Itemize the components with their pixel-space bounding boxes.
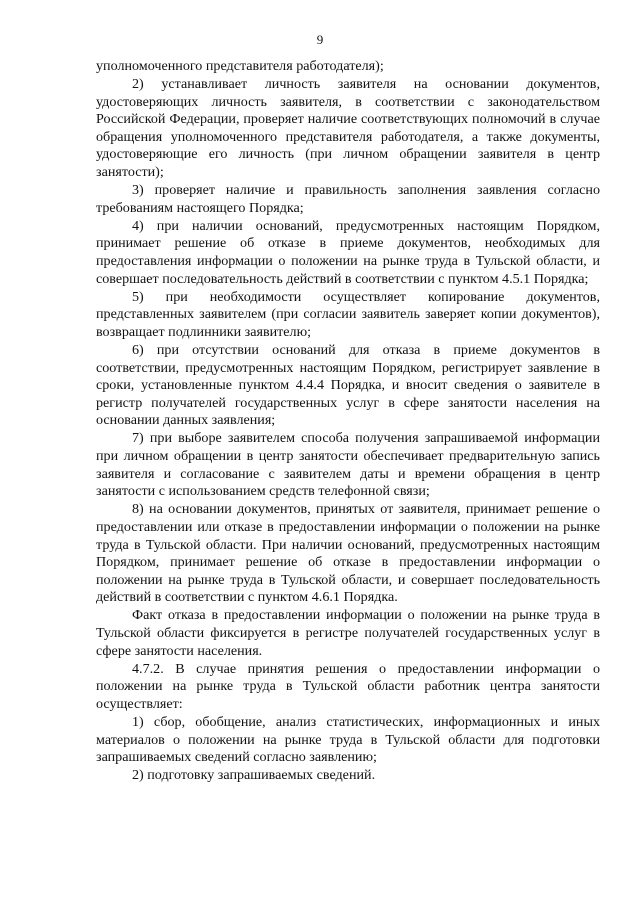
paragraph-subitem-1: 1) сбор, обобщение, анализ статистических, информационных и иных материалов о положении на рынке труда в Тульской области для подготовки запрашиваемых сведений согласно заявлению;: [96, 713, 600, 766]
document-body: [96, 58, 600, 785]
paragraph-item-8: 8) на основании документов, принятых от заявителя, принимает решение о предоставлении или отказе в предоставлении информации о положении на рынке труда в Тульской области. При наличии оснований, предусмотренных настоящим Порядком, принимает решение об отказе в предоставлении информации о положении на рынке труда в Тульской области, и совершает последовательность действий в соответствии с пунктом 4.6.1 Порядка.: [96, 501, 600, 606]
paragraph-section-4-7-2: 4.7.2. В случае принятия решения о предоставлении информации о положении на рынке труда в Тульской области работник центра занятости осуществляет:: [96, 660, 600, 712]
paragraph-continuation: уполномоченного представителя работодателя);: [96, 58, 384, 74]
paragraph-item-6: 6) при отсутствии оснований для отказа в приеме документов в соответствии, предусмотренных настоящим Порядком, регистрирует заявление в сроки, установленные пунктом 4.4.4 Порядка, и вносит сведения о заявителе в регистр получателей государственных услуг в сфере занятости населения на основании данных заявления;: [96, 342, 600, 429]
paragraph-item-2: 2) устанавливает личность заявителя на основании документов, удостоверяющих личность заявителя, в соответствии с законодательством Российской Федерации, проверяет наличие соответствующих полномочий в случае обращения уполномоченного представителя работодателя, а также документы, удостоверяющие его личность (при личном обращении заявителя в центр занятости);: [96, 76, 600, 181]
paragraph-item-4: 4) при наличии оснований, предусмотренных настоящим Порядком, принимает решение об отказе в приеме документов, необходимых для предоставления информации о положении на рынке труда в Тульской области, и совершает последовательность действий в соответствии с пунктом 4.5.1 Порядка;: [96, 217, 600, 287]
paragraph-subitem-2: 2) подготовку запрашиваемых сведений.: [132, 767, 376, 784]
paragraph-item-7: 7) при выборе заявителем способа получения запрашиваемой информации при личном обращении в центр занятости обеспечивает предварительную запись заявителя и согласование с заявителем даты и времени обращения в центр занятости с использованием средств телефонной связи;: [96, 430, 600, 500]
page-number: 9: [316, 32, 324, 47]
paragraph-refusal-fact: Факт отказа в предоставлении информации о положении на рынке труда в Тульской области фиксируется в регистре получателей государственных услуг в сфере занятости населения.: [96, 607, 600, 659]
paragraph-item-5: 5) при необходимости осуществляет копирование документов, представленных заявителем (при согласии заявитель заверяет копии документов), возвращает подлинники заявителю;: [96, 288, 600, 340]
paragraph-item-3: 3) проверяет наличие и правильность заполнения заявления согласно требованиям настоящего Порядка;: [96, 182, 600, 216]
